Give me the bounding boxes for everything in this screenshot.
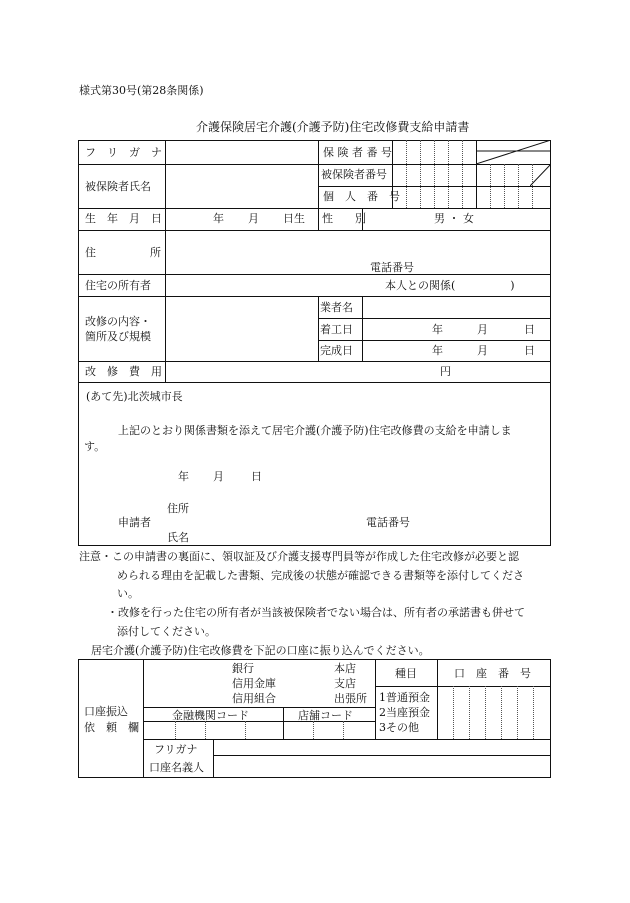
furigana-label: フ リ ガ ナ bbox=[85, 146, 162, 159]
cost-yen: 円 bbox=[440, 365, 451, 378]
addressee: (あて先)北茨城市長 bbox=[86, 390, 183, 403]
branch-type-1: 本店 bbox=[334, 662, 356, 675]
relation-label: 本人との関係( ) bbox=[385, 279, 515, 292]
cost-label: 改 修 費 用 bbox=[85, 365, 162, 378]
bank-type-2: 信用金庫 bbox=[232, 677, 276, 690]
start-month: 月 bbox=[477, 323, 488, 336]
branch-code-label: 店舗コード bbox=[298, 709, 353, 722]
holder-name-label: 口座名義人 bbox=[149, 761, 204, 774]
transfer-label-1: 口座振込 bbox=[84, 705, 128, 718]
application-body-line2: す。 bbox=[84, 440, 106, 453]
contractor-label: 業者名 bbox=[320, 301, 353, 314]
completion-date-label: 完成日 bbox=[320, 344, 353, 357]
birth-date-label: 生 年 月 日 bbox=[85, 212, 162, 225]
transfer-label-2: 依 頼 欄 bbox=[84, 721, 139, 734]
application-date-month: 月 bbox=[213, 470, 224, 483]
application-date-year: 年 bbox=[178, 470, 189, 483]
address-phone-label: 電話番号 bbox=[370, 261, 414, 274]
branch-type-2: 支店 bbox=[334, 677, 356, 690]
note-1-line-1: 注意・この申請書の裏面に、領収証及び介護支援専門員等が作成した住宅改修が必要と認 bbox=[79, 550, 519, 563]
form-number: 様式第30号(第28条関係) bbox=[79, 84, 204, 97]
application-date-day: 日 bbox=[251, 470, 262, 483]
owner-label: 住宅の所有者 bbox=[85, 279, 151, 292]
account-kind-3: 3その他 bbox=[379, 721, 419, 734]
gender-value: 男 ・ 女 bbox=[434, 212, 474, 225]
note-2-line-2: 添付してください。 bbox=[117, 625, 216, 638]
applicant-name-label: 氏名 bbox=[167, 531, 189, 544]
insured-number-strike bbox=[530, 164, 551, 186]
note-1-line-3: い。 bbox=[117, 587, 139, 600]
note-2-line-1: ・改修を行った住宅の所有者が当該被保険者でない場合は、所有者の承諾書も併せて bbox=[107, 606, 525, 619]
completion-day: 日 bbox=[524, 344, 535, 357]
application-body-line1: 上記のとおり関係書類を添えて居宅介護(介護予防)住宅改修費の支給を申請しま bbox=[118, 424, 512, 437]
account-number-label: 口 座 番 号 bbox=[454, 667, 531, 680]
applicant-phone-label: 電話番号 bbox=[366, 516, 410, 529]
application-table bbox=[78, 140, 551, 546]
start-day: 日 bbox=[524, 323, 535, 336]
branch-type-3: 出張所 bbox=[334, 692, 367, 705]
gender-label: 性 別 bbox=[322, 212, 366, 225]
completion-month: 月 bbox=[477, 344, 488, 357]
account-kind-1: 1普通預金 bbox=[379, 691, 430, 704]
account-kind-label: 種目 bbox=[395, 667, 417, 680]
birth-month: 月 bbox=[248, 212, 259, 225]
insured-number-label: 被保険者番号 bbox=[321, 168, 387, 181]
holder-furigana-label: フリガナ bbox=[154, 743, 198, 756]
personal-number-label: 個 人 番 号 bbox=[323, 190, 400, 203]
start-date-label: 着工日 bbox=[320, 323, 353, 336]
renovation-content-label-2: 箇所及び規模 bbox=[85, 330, 151, 343]
insurer-number-label: 保 険 者 番 号 bbox=[323, 146, 392, 159]
birth-year: 年 bbox=[213, 212, 224, 225]
insured-name-label: 被保険者氏名 bbox=[85, 180, 151, 193]
completion-year: 年 bbox=[432, 344, 443, 357]
bank-intro: 居宅介護(介護予防)住宅改修費を下記の口座に振り込んでください。 bbox=[91, 644, 430, 657]
note-1-line-2: められる理由を記載した書類、完成後の状態が確認できる書類等を添付してくださ bbox=[117, 569, 524, 582]
insurer-number-strike bbox=[476, 140, 551, 164]
bank-type-3: 信用組合 bbox=[232, 692, 276, 705]
birth-day: 日生 bbox=[283, 212, 305, 225]
applicant-address-label: 住所 bbox=[167, 502, 189, 515]
address-label-1: 住 bbox=[85, 246, 96, 259]
renovation-content-label-1: 改修の内容・ bbox=[85, 315, 151, 328]
account-kind-2: 2当座預金 bbox=[379, 706, 430, 719]
address-label-2: 所 bbox=[150, 246, 161, 259]
bank-type-1: 銀行 bbox=[232, 662, 254, 675]
page-title: 介護保険居宅介護(介護予防)住宅改修費支給申請書 bbox=[196, 120, 470, 134]
applicant-label: 申請者 bbox=[118, 516, 151, 529]
bank-code-label: 金融機関コード bbox=[172, 709, 249, 722]
start-year: 年 bbox=[432, 323, 443, 336]
